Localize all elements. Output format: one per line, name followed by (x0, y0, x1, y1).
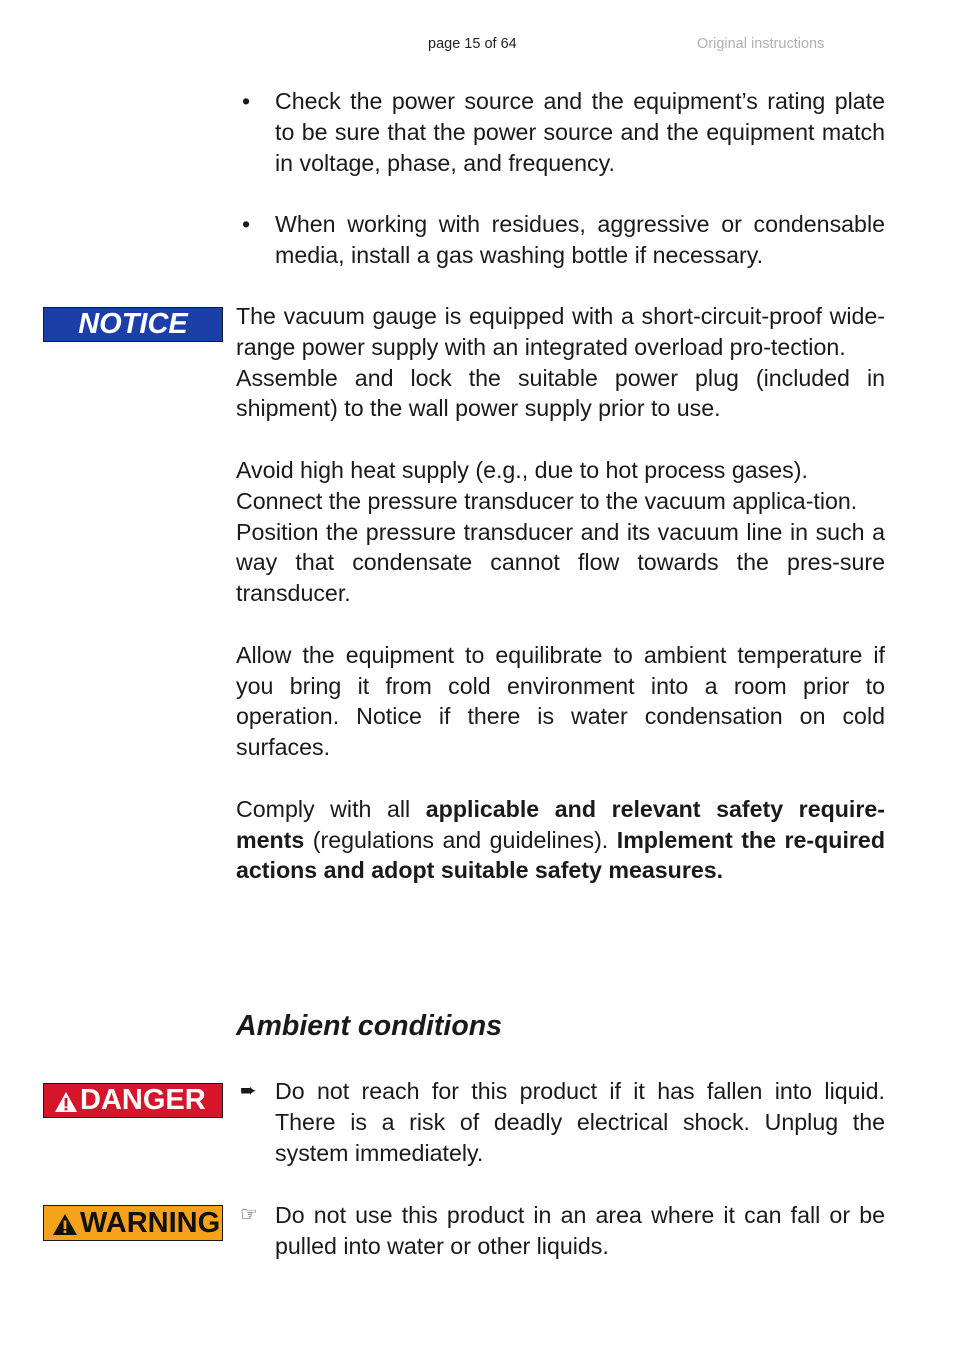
notice-text-block (236, 301, 885, 886)
comply-bold-text: applicable and relevant safety require-ments (236, 795, 886, 853)
danger-label (43, 1083, 223, 1118)
list-item-text: Check the power source and the equipment’s rating plate to be sure that the power source and the equipment match in voltage, phase, and frequency. (275, 88, 885, 176)
paragraph: Assemble and lock the suitable power plug (included in shipment) to the wall power supply prior to use. (236, 364, 885, 422)
paragraph: Position the pressure transducer and its vacuum line in such a way that condensate cannot flow towards the pres-sure transducer. (236, 518, 885, 607)
list-item (236, 86, 885, 178)
document-label: Original instructions (697, 36, 825, 52)
warning-triangle-icon (52, 1213, 78, 1236)
warning-triangle-icon (54, 1091, 78, 1113)
page-number: page 15 of 64 (428, 36, 517, 52)
arrow-right-icon: ➨ (240, 1080, 257, 1102)
comply-text: (regulations and guidelines). (304, 826, 617, 853)
pointing-hand-icon: ☞ (240, 1204, 258, 1226)
paragraph: Avoid high heat supply (e.g., due to hot process gases). (236, 456, 808, 483)
comply-bold-text: Implement the re-quired actions and adopt suitable safety measures. (236, 826, 885, 884)
list-item (236, 1200, 885, 1262)
list-item-text: When working with residues, aggressive or condensable media, install a gas washing bottle if necessary. (275, 211, 885, 268)
warning-label (43, 1205, 223, 1241)
bullet-marker: • (242, 88, 251, 114)
paragraph-gap (236, 424, 885, 455)
list-item (236, 209, 885, 271)
list-item-text: Do not use this product in an area where it can fall or be pulled into water or other liquids. (275, 1202, 885, 1259)
list-item-text: Do not reach for this product if it has fallen into liquid. There is a risk of deadly electrical shock. Unplug the system immediately. (275, 1078, 885, 1166)
paragraph: The vacuum gauge is equipped with a short-circuit-proof wide-range power supply with an integrated overload pro-tection. (236, 303, 885, 360)
comply-text: Comply with all (236, 795, 426, 822)
paragraph-gap (236, 609, 885, 640)
section-heading: Ambient conditions (236, 1010, 502, 1042)
warning-label-text: WARNING (80, 1206, 221, 1239)
paragraph: Connect the pressure transducer to the vacuum applica-tion. (236, 487, 858, 514)
notice-label-text: NOTICE (78, 308, 188, 340)
notice-label (43, 307, 223, 342)
list-item (236, 1076, 885, 1168)
danger-label-text: DANGER (80, 1084, 206, 1116)
paragraph: Allow the equipment to equilibrate to ambient temperature if you bring it from cold environment into a room prior to operation. Notice if there is water condensation on cold surfaces. (236, 641, 885, 761)
comply-paragraph (236, 794, 885, 886)
paragraph-gap (236, 763, 885, 794)
bullet-marker: • (242, 211, 251, 237)
